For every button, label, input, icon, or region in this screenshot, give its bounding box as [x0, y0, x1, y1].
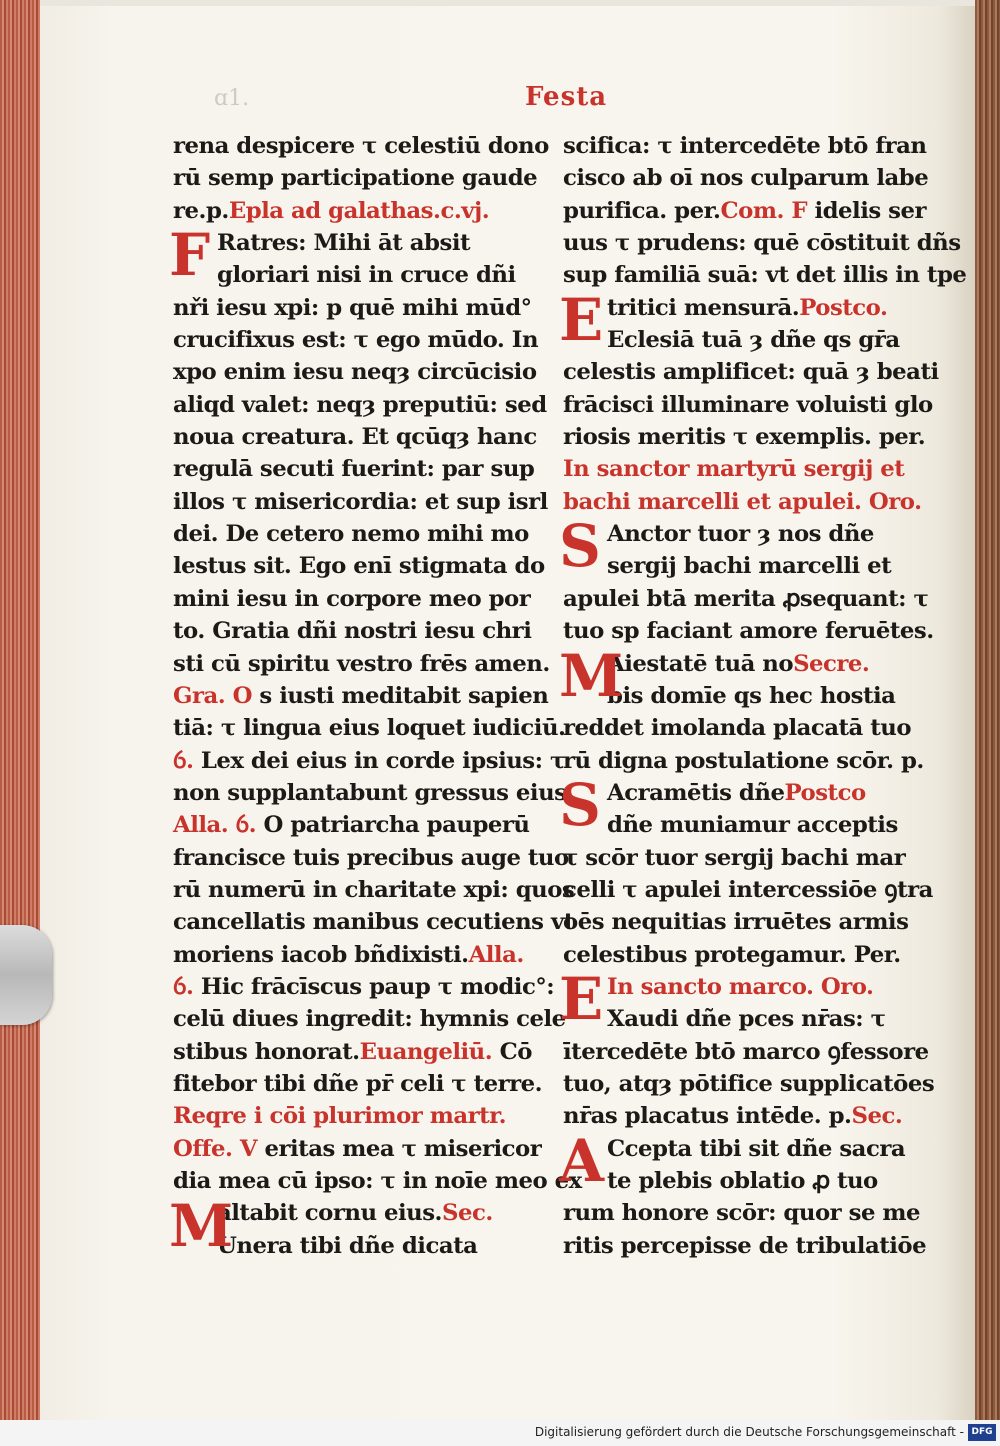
text-line	[563, 1036, 929, 1068]
body-text: stibus honorat.	[173, 1038, 360, 1065]
text-column-left	[169, 130, 582, 1262]
text-line	[173, 259, 528, 291]
body-text: sti cū spiritu vestro frēs amen.	[173, 650, 550, 677]
rubric-text: In sanctor martyrū sergij et	[563, 456, 905, 483]
text-line	[173, 939, 528, 971]
text-line	[563, 195, 926, 227]
text-line	[173, 130, 549, 162]
body-text: non supplantabunt gressus eius.	[173, 779, 574, 806]
body-text: re.p.	[173, 197, 229, 224]
body-text: Xaudi dñe pces nr̄as: τ	[607, 1006, 886, 1033]
decorated-initial: E	[559, 285, 604, 354]
text-line	[173, 227, 528, 259]
decorated-initial: S	[559, 512, 601, 581]
body-text: Ccepta tibi sit dñe sacra	[607, 1135, 906, 1162]
rubric-text: Sec.	[851, 1103, 903, 1130]
body-text: rena despicere τ celestiū dono	[173, 133, 549, 159]
text-line	[563, 1197, 921, 1229]
rubric-text: Com. F	[720, 197, 808, 224]
body-text: eritas mea τ misericor	[257, 1135, 542, 1162]
body-text: tuo, atqȝ pōtifice supplicatōes	[563, 1070, 935, 1097]
text-line	[563, 421, 926, 453]
body-text: aliqd valet: neqȝ preputiū: sed	[173, 391, 547, 418]
funding-notice: Digitalisierung gefördert durch die Deutsche Forschungsgemeinschaft -	[534, 1425, 964, 1439]
text-line	[173, 648, 550, 680]
text-line	[563, 292, 918, 324]
rubric-text: Gra. O	[173, 682, 252, 709]
decorated-initial: A	[559, 1126, 605, 1195]
body-text: nři iesu xpi: p quē mihi mūd°	[173, 294, 532, 321]
text-line	[173, 518, 528, 550]
text-line	[563, 583, 929, 615]
text-line	[563, 745, 924, 777]
rubric-text: bachi marcelli et apulei. Oro.	[563, 488, 922, 515]
body-text: te plebis oblatio ꝓ tuo	[607, 1168, 878, 1194]
body-text: regulā secuti fuerint: par sup	[173, 456, 535, 483]
text-line	[173, 324, 539, 356]
text-line	[563, 1230, 927, 1262]
body-text: tuo sp faciant amore feruētes.	[563, 618, 934, 645]
text-line	[563, 389, 933, 421]
body-text: cancellatis manibus cecutiens vt	[173, 909, 574, 936]
rubric-text: In sancto marco. Oro.	[607, 973, 874, 1000]
body-text: to. Gratia dñi nostri iesu chri	[173, 618, 532, 645]
rubric-text: Reqre i cōi plurimor martr.	[173, 1103, 507, 1130]
text-line	[563, 712, 918, 744]
rubric-text: Alla.	[468, 941, 524, 968]
rubric-text: Offe. V	[173, 1135, 258, 1162]
text-line	[563, 162, 929, 194]
text-line	[173, 1036, 532, 1068]
decorated-initial: M	[559, 641, 624, 710]
rubric-text: Secre.	[793, 650, 870, 677]
text-line	[563, 324, 918, 356]
text-line	[563, 486, 922, 518]
text-line	[173, 1100, 528, 1132]
body-text: oēs nequitias irruētes armis	[563, 909, 909, 936]
body-text: riosis meritis τ exemplis. per.	[563, 424, 926, 451]
body-text: xpo enim iesu neqȝ circūcisio	[173, 359, 537, 386]
text-line	[563, 842, 918, 874]
text-line	[173, 195, 528, 227]
text-line	[173, 292, 532, 324]
body-text: reddet imolanda placatā tuo	[563, 715, 912, 742]
body-text: bis domīe qs hec hostia	[607, 682, 896, 709]
text-column-right	[559, 130, 967, 1262]
body-text: altabit cornu eius.	[217, 1200, 442, 1227]
body-text: Aiestatē tuā no	[607, 650, 794, 677]
body-text: cisco ab oī nos culparum labe	[563, 165, 929, 192]
body-text: celestis amplificet: quā ȝ beati	[563, 359, 939, 386]
body-text: rū digna postulatione scōr. p.	[563, 747, 924, 774]
body-text: dei. De cetero nemo mihi mo	[173, 521, 529, 548]
body-text: tiā: τ lingua eius loquet iudiciū.	[173, 715, 566, 742]
page-clip	[0, 925, 52, 1025]
text-line	[173, 356, 537, 388]
body-text: apulei btā merita ꝓsequant: τ	[563, 585, 929, 612]
text-line	[173, 680, 549, 712]
text-line	[563, 874, 933, 906]
body-text: moriens iacob bñdixisti.	[173, 941, 469, 968]
body-text: Lex dei eius in corde ipsius: τ	[193, 747, 565, 774]
text-line	[173, 809, 528, 841]
running-title: Festa	[525, 82, 608, 112]
body-text: Hic frācīscus paup τ modic°:	[193, 973, 555, 1000]
text-line	[563, 130, 927, 162]
text-line	[173, 1133, 542, 1165]
text-line	[173, 550, 545, 582]
text-line	[173, 874, 575, 906]
text-line	[173, 906, 574, 938]
body-text: dñe muniamur acceptis	[607, 812, 898, 839]
body-text: s iusti meditabit sapien	[251, 682, 549, 709]
text-line	[173, 1003, 566, 1035]
body-text: Anctor tuor ȝ nos dñe	[607, 521, 874, 548]
text-line	[563, 1003, 918, 1035]
text-line	[173, 777, 574, 809]
rubric-text: Euangeliū.	[359, 1038, 493, 1065]
decorated-initial: E	[559, 965, 604, 1034]
body-text: celestibus protegamur. Per.	[563, 941, 901, 968]
body-text: Ratres: Mihi āt absit	[217, 230, 471, 257]
body-text: francisce tuis precibus auge tuo	[173, 844, 569, 871]
folio-number: ɑ1.	[214, 86, 250, 111]
body-text: uus τ prudens: quē cōstituit dñs	[563, 230, 961, 257]
body-text: crucifixus est: τ ego mūdo. In	[173, 327, 539, 354]
body-text: fitebor tibi dñe pr̄ celi τ terre.	[173, 1070, 543, 1097]
text-line	[563, 356, 939, 388]
rubric-text: Sec.	[442, 1200, 493, 1227]
text-line	[173, 1068, 543, 1100]
text-line	[173, 162, 538, 194]
text-line	[563, 939, 918, 971]
body-text: scifica: τ intercedēte btō fran	[563, 133, 927, 159]
body-text: tritici mensurā.	[607, 294, 800, 321]
text-line	[563, 906, 918, 938]
text-line	[563, 777, 918, 809]
body-text: idelis ser	[807, 197, 926, 224]
text-line	[173, 615, 532, 647]
body-text: ītercedēte btō marco ꝯfessore	[563, 1038, 929, 1065]
text-line	[173, 745, 565, 777]
text-line	[173, 583, 531, 615]
text-line	[563, 809, 918, 841]
rubric-text: Alla. ỽ.	[173, 812, 257, 839]
body-text: Cō	[492, 1038, 532, 1065]
body-text: mini iesu in corpore meo por	[173, 585, 531, 612]
text-line	[563, 259, 967, 291]
text-line	[173, 842, 569, 874]
rubric-text: ỽ.	[173, 747, 194, 774]
body-text: noua creatura. Et qcūqȝ hanc	[173, 424, 537, 451]
text-line	[173, 486, 548, 518]
text-line	[563, 518, 918, 550]
book-edge-right	[975, 0, 1000, 1420]
body-text: gloriari nisi in cruce dñi	[217, 262, 516, 289]
text-line	[173, 389, 547, 421]
dfg-logo: DFG	[968, 1424, 996, 1441]
body-text: celū diues ingredit: hymnis cele	[173, 1006, 566, 1033]
body-text: lestus sit. Ego enī stigmata do	[173, 553, 545, 580]
text-line	[563, 1133, 918, 1165]
text-line	[563, 1165, 918, 1197]
body-text: ritis percepisse de tribulatiōe	[563, 1232, 927, 1259]
body-text: rū semp participatione gaude	[173, 165, 538, 192]
body-text: rū numerū in charitate xpi: quos	[173, 876, 575, 903]
text-line	[173, 421, 537, 453]
body-text: dia mea cū ipso: τ in noīe meo ex	[173, 1168, 582, 1194]
rubric-text: Epla ad galathas.c.vj.	[228, 197, 490, 224]
text-line	[563, 453, 918, 485]
footer-bar	[0, 1420, 1000, 1446]
decorated-initial: S	[559, 771, 601, 839]
text-line	[173, 712, 566, 744]
text-line	[563, 227, 961, 259]
body-text: O patriarcha pauperū	[256, 812, 530, 839]
book-edge-left	[0, 0, 40, 1420]
body-text: Acramētis dñe	[607, 779, 785, 806]
body-text: Unera tibi dñe dicata	[217, 1232, 478, 1259]
body-text: sergij bachi marcelli et	[607, 553, 892, 580]
decorated-initial: F	[169, 221, 211, 290]
rubric-text: Postco	[784, 779, 866, 806]
body-text: Eclesiā tuā ȝ dñe qs gr̄a	[607, 327, 900, 354]
decorated-initial: M	[169, 1191, 234, 1260]
text-line	[563, 1068, 935, 1100]
body-text: illos τ misericordia: et sup isrl	[173, 488, 548, 515]
body-text: purifica. per.	[563, 197, 721, 224]
body-text: rum honore scōr: quor se me	[563, 1200, 921, 1227]
body-text: sup familiā suā: vt det illis in tpe	[563, 262, 967, 289]
rubric-text: ỽ.	[173, 973, 194, 1000]
text-line	[563, 1100, 918, 1132]
body-text: τ scōr tuor sergij bachi mar	[563, 844, 906, 871]
rubric-text: Postco.	[799, 294, 888, 321]
text-line	[563, 550, 918, 582]
body-text: celli τ apulei intercessiōe ꝯtra	[563, 876, 933, 903]
body-text: frācisci illuminare voluisti glo	[563, 391, 933, 418]
body-text: nr̄as placatus intēde. p.	[563, 1103, 852, 1130]
text-line	[173, 971, 555, 1003]
text-line	[563, 971, 918, 1003]
text-line	[173, 453, 535, 485]
